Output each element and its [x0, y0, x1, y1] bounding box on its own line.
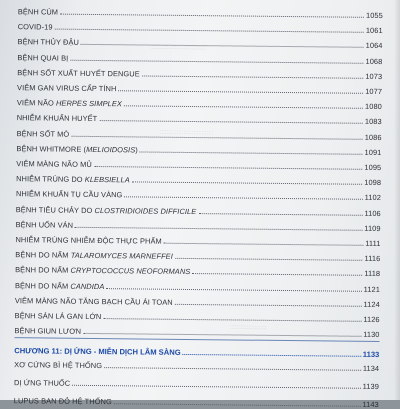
toc-entry-page-number: 1077	[365, 86, 383, 97]
toc-entry-title: VIÊM MÀNG NÃO MỦ	[16, 159, 92, 169]
toc-entry-title: NHIỄM TRÙNG NHIỄM ĐỘC THỰC PHẨM	[15, 235, 162, 246]
dot-leader	[140, 150, 363, 154]
dot-leader	[60, 13, 364, 18]
dot-leader	[118, 89, 363, 94]
show-through-text: ::::::::::::::::::::::::::::::::	[159, 129, 214, 137]
dot-leader	[198, 212, 362, 216]
toc-entry-title-italic: HERPES SIMPLEX	[55, 98, 122, 109]
show-through-text: ::::::::::::::::::::::::::::::::::	[149, 44, 207, 52]
chapter-toc-entry	[14, 373, 379, 391]
toc-entry-title-prefix: BỆNH DO NẤM	[14, 280, 71, 291]
toc-entry	[14, 321, 379, 339]
toc-entry-page-number: 1130	[363, 330, 380, 340]
toc-entry-page-number: 1139	[362, 381, 380, 391]
toc-entry-page-number: 1116	[364, 254, 381, 264]
chapter-page-number: 1133	[362, 349, 380, 359]
dot-leader	[104, 366, 361, 371]
toc-entry-page-number: 1106	[364, 208, 381, 218]
toc-entry-page-number: 1061	[365, 26, 383, 36]
toc-entry-title: DỊ ỨNG THUỐC	[13, 378, 71, 388]
dot-leader	[81, 43, 364, 48]
toc-entry-title-italic: KLEBSIELLA	[84, 175, 130, 185]
toc-entry-page-number: 1126	[363, 314, 380, 324]
toc-entry-title-suffix: )	[135, 145, 138, 155]
toc-entry-page-number: 1073	[365, 71, 383, 81]
chapter-toc-entry	[14, 355, 379, 373]
toc-entry-page-number: 1118	[364, 269, 381, 279]
dot-leader	[132, 181, 362, 185]
toc-entry-title: BỆNH CÚM	[17, 7, 59, 17]
toc-entry-title: NHIỄM KHUẨN TỤ CẦU VÀNG	[15, 189, 123, 200]
toc-entry-title: BỆNH SỐT MÒ	[16, 128, 70, 139]
dot-leader	[103, 317, 361, 322]
toc-entry-title-prefix: BỆNH TIÊU CHẢY DO	[15, 204, 95, 215]
dot-leader	[192, 272, 362, 276]
dot-leader	[94, 165, 363, 170]
dot-leader	[142, 74, 364, 78]
toc-entry-page-number: 1143	[362, 399, 379, 409]
toc-entry-title	[15, 266, 190, 277]
toc-entry-title-prefix: VIÊM NÃO	[16, 98, 57, 108]
toc-entry-title: VIÊM MÀNG NÃO TĂNG BẠCH CẦU ÁI TOAN	[14, 295, 173, 307]
dot-leader	[71, 134, 362, 139]
dot-leader	[124, 196, 362, 200]
toc-entry-title-italic: CLOSTRIDIOIDES DIFFICILE	[94, 205, 197, 216]
toc-entry-title: LUPUS BAN ĐỎ HỆ THỐNG	[13, 396, 112, 407]
toc-entry-title	[16, 205, 197, 216]
toc-entry-title-italic: CANDIDA	[70, 281, 105, 291]
toc-entry-page-number: 1091	[364, 147, 382, 157]
toc-entry-title: BỆNH QUAI BỊ	[17, 52, 69, 63]
toc-entry-title: BỆNH UỐN VÁN	[15, 219, 74, 230]
dot-leader	[124, 104, 363, 109]
toc-entry-title: COVID-19	[17, 22, 53, 32]
toc-entry-title: BỆNH SÁN LÁ GAN LỚN	[14, 311, 102, 322]
dot-leader	[75, 226, 362, 231]
dot-leader	[106, 287, 361, 292]
dot-leader	[175, 257, 363, 261]
toc-entry-page-number: 1109	[364, 223, 381, 233]
toc-entry-title	[15, 250, 173, 261]
dot-leader	[114, 402, 361, 407]
toc-entry-page-number: 1124	[363, 299, 380, 309]
toc-entry-page-number: 1055	[365, 10, 383, 21]
toc-entry-title	[16, 174, 130, 184]
toc-entry-title: BỆNH THỦY ĐẬU	[17, 37, 80, 48]
toc-entry-title: VIÊM GAN VIRUS CẤP TÍNH	[17, 83, 117, 94]
dot-leader	[164, 242, 364, 246]
toc-entry-page-number: 1083	[364, 117, 382, 127]
chapter-title: CHƯƠNG 11: DỊ ỨNG - MIỄN DỊCH LÂM SÀNG	[14, 346, 181, 357]
show-through-text: ::::::::::::::::::::::	[229, 324, 267, 332]
dot-leader	[183, 353, 361, 357]
dot-leader	[70, 58, 363, 63]
dot-leader	[72, 384, 360, 389]
toc-entry-page-number: 1080	[365, 102, 382, 112]
toc-entry-page-number: 1134	[362, 363, 380, 373]
toc-entry-title-prefix: BỆNH DO NẤM	[15, 265, 71, 276]
toc-entry-page-number: 1121	[363, 284, 381, 294]
dot-leader	[55, 28, 364, 33]
toc-entry-title-italic: CRYPTOCOCCUS NEOFORMANS	[70, 266, 191, 277]
toc-entry-page-number: 1068	[365, 56, 383, 66]
toc-entry-page-number: 1095	[364, 162, 382, 173]
toc-entry-title-italic: MELIOIDOSIS	[86, 144, 136, 155]
toc-entry-title: XƠ CỨNG BÌ HỆ THỐNG	[14, 360, 103, 371]
toc-entry-page-number: 1111	[365, 238, 381, 248]
toc-entry-page-number: 1086	[364, 132, 382, 142]
toc-entry-title-prefix: NHIỄM TRÙNG DO	[16, 174, 85, 185]
dot-leader	[99, 119, 363, 124]
toc-entry-title	[15, 281, 104, 291]
dot-leader	[175, 303, 362, 307]
toc-entry-title-prefix: BỆNH WHITMORE (	[16, 143, 87, 154]
toc-entry-title-italic: TALAROMYCES MARNEFFEI	[70, 250, 173, 262]
toc-entry-title: BỆNH SỐT XUẤT HUYẾT DENGUE	[17, 67, 140, 79]
toc-entry-title-prefix: BỆNH DO NẤM	[15, 250, 71, 260]
toc-entry-page-number: 1102	[364, 193, 381, 203]
toc-entry-title: BỆNH GIUN LƯƠN	[14, 326, 82, 337]
toc-entry-title	[17, 98, 122, 108]
toc-entry-page-number: 1098	[364, 178, 382, 188]
chapter-toc-entry	[14, 391, 379, 409]
toc-entry-title	[16, 144, 137, 154]
dot-leader	[83, 332, 361, 337]
page-edge-shadow	[394, 0, 400, 400]
toc-entry-page-number: 1064	[365, 41, 383, 51]
toc-entry-title: NHIỄM KHUẨN HUYẾT	[16, 113, 98, 124]
